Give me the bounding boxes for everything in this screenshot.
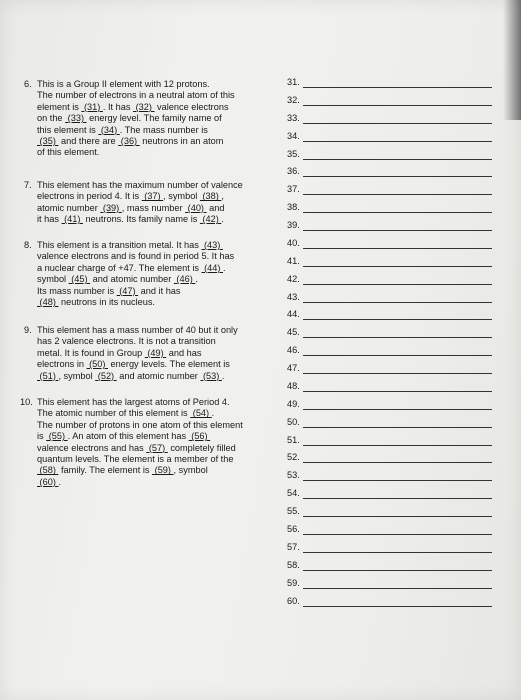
blank-reference: (34) <box>98 124 120 135</box>
answer-line[interactable] <box>303 123 492 124</box>
blank-reference: (37) <box>141 191 164 202</box>
blank-reference: (58) <box>37 465 59 476</box>
question-text-run: is <box>37 431 47 442</box>
blank-reference: (40) <box>185 202 207 213</box>
blank-reference: (52) <box>95 370 117 381</box>
answer-line[interactable] <box>303 355 492 356</box>
question-line <box>37 408 286 419</box>
question-number: 8. <box>24 240 32 250</box>
blank-reference: (47) <box>116 285 139 296</box>
answer-blank[interactable] <box>287 399 492 411</box>
question-line <box>37 336 286 347</box>
question-number: 6. <box>24 79 32 89</box>
question-text-run: The number of electrons in a neutral atom of this <box>37 90 235 101</box>
question-text-run: , symbol <box>58 370 96 381</box>
blank-reference: (50) <box>86 359 108 370</box>
answer-line[interactable] <box>303 141 492 142</box>
question-line <box>37 431 286 442</box>
answer-line[interactable] <box>303 159 492 160</box>
question-text-run: , mass number <box>121 202 186 213</box>
question-text-run: This element has the largest atoms of Period 4. <box>37 397 230 407</box>
blank-reference: (51) <box>37 370 59 381</box>
answer-number: 58. <box>287 559 300 570</box>
question-text-run: symbol <box>37 274 69 285</box>
answer-number: 39. <box>287 220 300 231</box>
question-text-run: and <box>206 202 225 213</box>
question-text <box>37 240 286 308</box>
answer-line[interactable] <box>303 445 492 446</box>
answer-blank[interactable] <box>287 220 492 232</box>
question-line <box>37 102 286 113</box>
question-text-run: . <box>221 370 225 381</box>
question-line <box>37 371 286 382</box>
answer-line[interactable] <box>303 302 492 303</box>
answer-line[interactable] <box>303 462 492 463</box>
answer-blank[interactable] <box>287 524 492 536</box>
answer-line[interactable] <box>303 480 492 481</box>
answer-blank[interactable] <box>287 113 492 125</box>
answer-line[interactable] <box>303 230 492 231</box>
answer-number: 34. <box>287 130 300 141</box>
blank-reference: (55) <box>46 431 68 442</box>
question-line <box>37 240 286 251</box>
question-text <box>37 325 286 382</box>
question-text <box>37 180 286 226</box>
question-text-run: element is <box>37 101 82 112</box>
question-text-run: valence electrons and has <box>37 442 147 453</box>
blank-reference: (41) <box>61 214 83 225</box>
answer-number: 40. <box>287 237 300 248</box>
answer-number: 43. <box>287 291 300 302</box>
question-text-run: neutrons in an atom <box>139 136 224 147</box>
question-line <box>37 136 286 147</box>
answer-blank[interactable] <box>287 578 492 590</box>
answer-blank[interactable] <box>287 77 492 89</box>
answer-line[interactable] <box>303 570 492 571</box>
answer-blank[interactable] <box>287 470 492 482</box>
blank-reference: (60) <box>37 476 59 487</box>
blank-reference: (57) <box>146 442 168 453</box>
answer-blank[interactable] <box>287 363 492 375</box>
answer-line[interactable] <box>303 284 492 285</box>
blank-reference: (48) <box>37 297 59 308</box>
question-text-run: neutrons. Its family name is <box>82 214 200 225</box>
blank-reference: (35) <box>37 136 59 147</box>
question-line <box>37 251 286 262</box>
question-text-run: This is a Group II element with 12 protons. <box>37 79 210 89</box>
question-item <box>24 325 286 382</box>
blank-reference: (42) <box>199 214 222 225</box>
answer-number: 59. <box>287 577 300 588</box>
question-line <box>37 286 286 297</box>
question-text-run: on the <box>37 113 66 124</box>
page-shadow <box>503 0 521 120</box>
question-item <box>24 240 286 308</box>
answer-number: 38. <box>287 202 300 213</box>
question-text-run: metal. It is found in Group <box>37 347 145 358</box>
question-line <box>37 147 286 158</box>
question-text <box>37 397 286 488</box>
question-text-run: a nuclear charge of +47. The element is <box>37 262 202 273</box>
answer-line[interactable] <box>303 337 492 338</box>
answer-number: 44. <box>287 309 300 320</box>
answer-number: 48. <box>287 380 300 391</box>
question-item <box>20 397 286 488</box>
question-text-run: family. The element is <box>58 465 153 476</box>
answer-blank[interactable] <box>287 166 492 178</box>
answer-line[interactable] <box>303 319 492 320</box>
answer-number: 54. <box>287 488 300 499</box>
question-text-run: . <box>211 408 215 419</box>
answer-number: 32. <box>287 94 300 105</box>
answer-number: 56. <box>287 524 300 534</box>
blank-reference: (43) <box>201 240 223 250</box>
question-line <box>37 79 286 90</box>
question-text-run: Its mass number is <box>37 285 117 296</box>
question-text-run: The number of protons in one atom of this element <box>37 419 243 430</box>
question-text-run: atomic number <box>37 202 101 213</box>
answer-number: 55. <box>287 506 300 517</box>
question-text-run: . An atom of this element has <box>67 431 189 442</box>
question-item <box>24 79 286 159</box>
blank-reference: (31) <box>81 101 103 112</box>
answer-blank[interactable] <box>287 435 492 447</box>
question-text-run: This element has the maximum number of valence <box>37 180 243 190</box>
blank-reference: (33) <box>65 113 87 124</box>
question-text-run: energy level. The family name of <box>86 113 222 124</box>
answer-line[interactable] <box>303 105 492 106</box>
answer-blank[interactable] <box>287 202 492 214</box>
answer-line[interactable] <box>303 87 492 88</box>
question-line <box>37 203 286 214</box>
blank-reference: (59) <box>152 465 174 476</box>
question-number: 7. <box>24 180 32 190</box>
answer-line[interactable] <box>303 552 492 553</box>
question-item <box>24 180 286 226</box>
answer-line[interactable] <box>303 248 492 249</box>
blank-reference: (39) <box>100 202 122 213</box>
question-text-run: . The mass number is <box>119 124 208 135</box>
answer-line[interactable] <box>303 212 492 213</box>
answer-number: 33. <box>287 112 300 123</box>
question-line <box>37 263 286 274</box>
answer-blank[interactable] <box>287 238 492 250</box>
answer-number: 47. <box>287 363 300 374</box>
answer-line[interactable] <box>303 588 492 589</box>
answer-line[interactable] <box>303 606 492 607</box>
answer-number: 41. <box>287 255 300 266</box>
answer-number: 46. <box>287 345 300 356</box>
answer-line[interactable] <box>303 194 492 195</box>
answer-blank[interactable] <box>287 274 492 286</box>
question-line <box>37 90 286 101</box>
question-text-run: and atomic number <box>90 274 174 285</box>
question-line <box>37 113 286 124</box>
answer-blank[interactable] <box>287 488 492 500</box>
blank-reference: (56) <box>188 431 211 442</box>
blank-reference: (46) <box>173 274 196 285</box>
question-text-run: quantum levels. The element is a member of the <box>37 454 234 465</box>
answer-blank[interactable] <box>287 381 492 393</box>
question-line <box>37 397 286 408</box>
answer-number: 60. <box>287 595 300 606</box>
answer-blank[interactable] <box>287 452 492 464</box>
answer-blank[interactable] <box>287 256 492 268</box>
answer-blank[interactable] <box>287 309 492 321</box>
question-text-run: valence electrons and is found in period 5. It has <box>37 251 235 262</box>
answer-blank[interactable] <box>287 184 492 196</box>
question-line <box>37 348 286 359</box>
answer-blank[interactable] <box>287 596 492 608</box>
blank-reference: (54) <box>190 408 212 419</box>
answer-number: 51. <box>287 434 300 445</box>
question-text-run: completely filled <box>167 442 236 453</box>
answer-number: 37. <box>287 184 300 195</box>
question-text <box>37 79 286 159</box>
question-text-run: has 2 valence electrons. It is not a transition <box>37 336 216 347</box>
question-text-run: The atomic number of this element is <box>37 408 191 419</box>
blank-reference: (32) <box>133 101 155 112</box>
question-text-run: this element is <box>37 124 99 135</box>
answer-line[interactable] <box>303 498 492 499</box>
question-text-run: , symbol <box>163 191 200 202</box>
question-number: 10. <box>20 397 33 407</box>
answer-number: 45. <box>287 327 300 338</box>
answer-line[interactable] <box>303 266 492 267</box>
answer-blank[interactable] <box>287 417 492 429</box>
question-line <box>37 297 286 308</box>
question-line <box>37 125 286 136</box>
question-line <box>37 325 286 336</box>
answer-number: 52. <box>287 452 300 463</box>
answer-blank[interactable] <box>287 292 492 304</box>
answer-line[interactable] <box>303 391 492 392</box>
question-text-run: and atomic number <box>116 370 201 381</box>
question-text-run: This element has a mass number of 40 but it only <box>37 325 238 335</box>
question-text-run: , <box>221 191 224 202</box>
answer-line[interactable] <box>303 409 492 410</box>
question-text-run: . <box>58 476 62 487</box>
answer-blank[interactable] <box>287 131 492 143</box>
question-text-run: electrons in <box>37 359 87 370</box>
question-number: 9. <box>24 325 32 335</box>
question-text-run: This element is a transition metal. It has <box>37 240 202 250</box>
question-text-run: valence electrons <box>154 101 229 112</box>
answer-blank[interactable] <box>287 95 492 107</box>
question-text-run: . <box>221 214 224 225</box>
question-text-run: and has <box>166 347 202 358</box>
answer-blank[interactable] <box>287 506 492 518</box>
question-line <box>37 359 286 370</box>
answer-blank[interactable] <box>287 542 492 554</box>
answer-number: 50. <box>287 416 300 427</box>
answer-line[interactable] <box>303 373 492 374</box>
question-line <box>37 274 286 285</box>
question-text-run: . It has <box>102 101 134 112</box>
question-line <box>37 443 286 454</box>
answer-number: 49. <box>287 398 300 409</box>
answer-number: 31. <box>287 77 300 87</box>
question-line <box>37 420 286 431</box>
question-text-run: . <box>223 262 226 273</box>
answer-number: 57. <box>287 541 300 552</box>
question-line <box>37 191 286 202</box>
answer-number: 42. <box>287 273 300 284</box>
question-text-run: , symbol <box>173 465 208 476</box>
answer-number: 35. <box>287 148 300 159</box>
question-text-run: . <box>195 274 198 285</box>
question-text-run: neutrons in its nucleus. <box>58 297 155 308</box>
answer-blank[interactable] <box>287 345 492 357</box>
answer-blank[interactable] <box>287 149 492 161</box>
blank-reference: (53) <box>200 370 222 381</box>
answer-line[interactable] <box>303 516 492 517</box>
question-text-run: of this element. <box>37 147 100 158</box>
blank-reference: (38) <box>199 191 222 202</box>
blank-reference: (36) <box>118 136 140 147</box>
question-line <box>37 214 286 225</box>
question-text-run: it has <box>37 214 62 225</box>
question-line <box>37 180 286 191</box>
answer-line[interactable] <box>303 534 492 535</box>
blank-reference: (45) <box>68 274 91 285</box>
answer-number: 36. <box>287 166 300 177</box>
answer-number: 53. <box>287 470 300 481</box>
answer-line[interactable] <box>303 427 492 428</box>
answer-blank[interactable] <box>287 327 492 339</box>
question-line <box>37 465 286 476</box>
blank-reference: (44) <box>201 262 223 273</box>
question-text-run: and it has <box>138 285 181 296</box>
question-text-run: energy levels. The element is <box>108 359 230 370</box>
answer-blank[interactable] <box>287 560 492 572</box>
answer-line[interactable] <box>303 176 492 177</box>
question-line <box>37 454 286 465</box>
question-text-run: and there are <box>58 136 119 147</box>
blank-reference: (49) <box>144 347 167 358</box>
question-line <box>37 477 286 488</box>
question-text-run: electrons in period 4. It is <box>37 191 142 202</box>
